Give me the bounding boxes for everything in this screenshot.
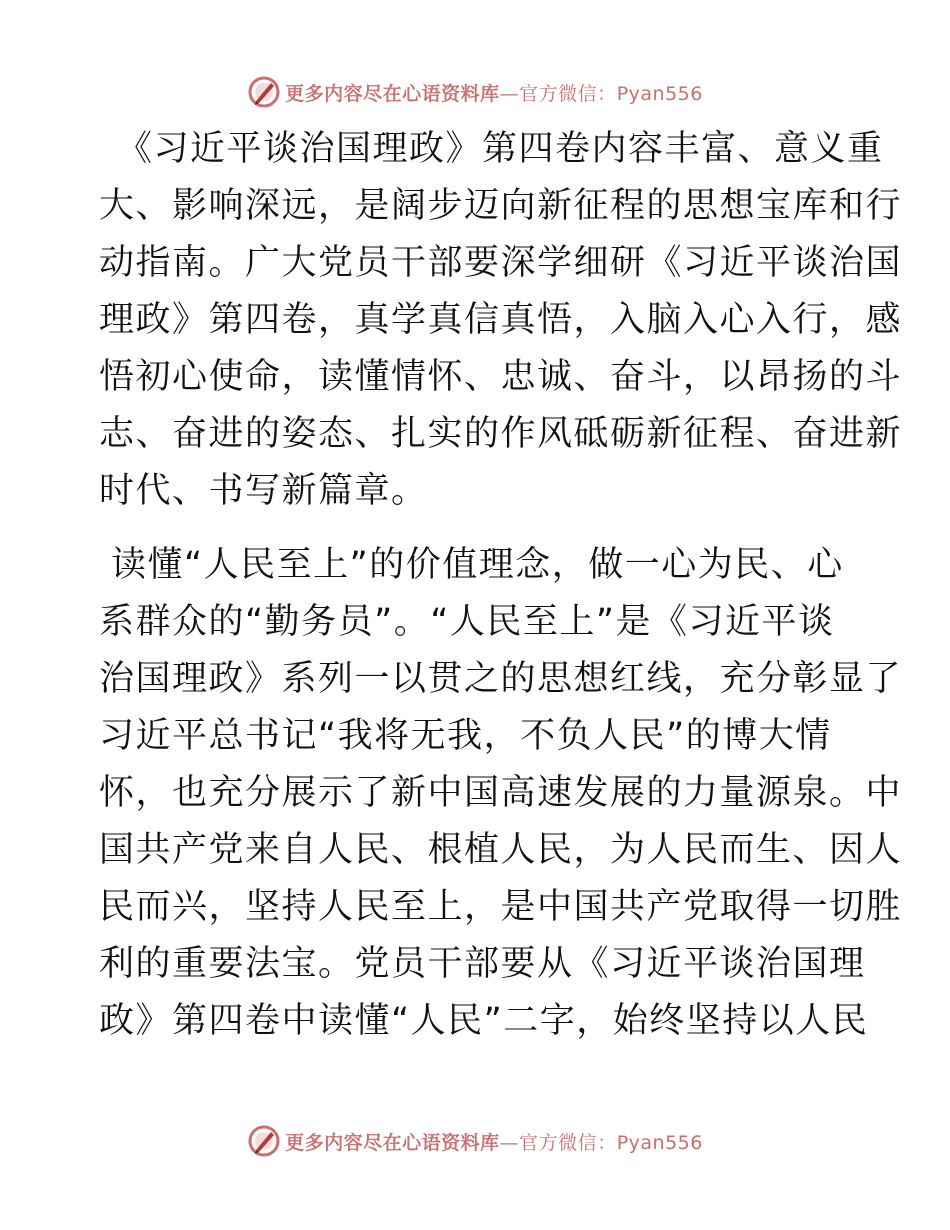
header-watermark [0, 72, 950, 112]
paragraph-people-first [99, 537, 903, 1050]
text-line: 系群众的“勤务员”。“人民至上”是《习近平谈 [99, 602, 835, 642]
watermark-text [285, 79, 703, 106]
watermark-wechat-id: Pyan556 [616, 82, 703, 105]
text-line: 大、影响深远，是阔步迈向新征程的思想宝库和行 [99, 186, 903, 226]
footer-watermark [0, 1121, 950, 1161]
text-line: 读懂“人民至上”的价值理念，做一心为民、心 [111, 545, 844, 585]
text-line: 民而兴，坚持人民至上，是中国共产党取得一切胜 [99, 887, 903, 927]
watermark-site: 更多内容尽在心语资料库 [285, 1131, 500, 1154]
text-line: 习近平总书记“我将无我，不负人民”的博大情 [99, 716, 832, 756]
text-line: 政》第四卷中读懂“人民”二字，始终坚持以人民 [99, 1001, 869, 1041]
text-line: 悟初心使命，读懂情怀、忠诚、奋斗，以昂扬的斗 [99, 357, 903, 397]
watermark-separator: — [499, 82, 520, 105]
text-line: 理政》第四卷，真学真信真悟，入脑入心入行，感 [99, 300, 903, 340]
text-line: 志、奋进的姿态、扎实的作风砥砺新征程、奋进新 [99, 414, 903, 454]
text-line: 动指南。广大党员干部要深学细研《习近平谈治国 [99, 243, 903, 283]
text-line: 治国理政》系列一以贯之的思想红线，充分彰显了 [99, 659, 903, 699]
text-line: 利的重要法宝。党员干部要从《习近平谈治国理 [99, 944, 866, 984]
quill-emblem-icon [247, 75, 281, 109]
watermark-wechat-label: 官方微信： [519, 82, 617, 105]
document-body [99, 121, 903, 1050]
text-line: 怀，也充分展示了新中国高速发展的力量源泉。中 [99, 773, 903, 813]
text-line: 国共产党来自人民、根植人民，为人民而生、因人 [99, 830, 903, 870]
watermark-wechat-id: Pyan556 [616, 1131, 703, 1154]
text-line: 时代、书写新篇章。 [99, 471, 428, 511]
quill-emblem-icon [247, 1124, 281, 1158]
watermark-site: 更多内容尽在心语资料库 [285, 82, 500, 105]
paragraph-intro [99, 121, 903, 520]
watermark-wechat-label: 官方微信： [519, 1131, 617, 1154]
watermark-separator: — [499, 1131, 520, 1154]
watermark-text [285, 1128, 703, 1155]
text-line: 《习近平谈治国理政》第四卷内容丰富、意义重 [117, 129, 884, 169]
